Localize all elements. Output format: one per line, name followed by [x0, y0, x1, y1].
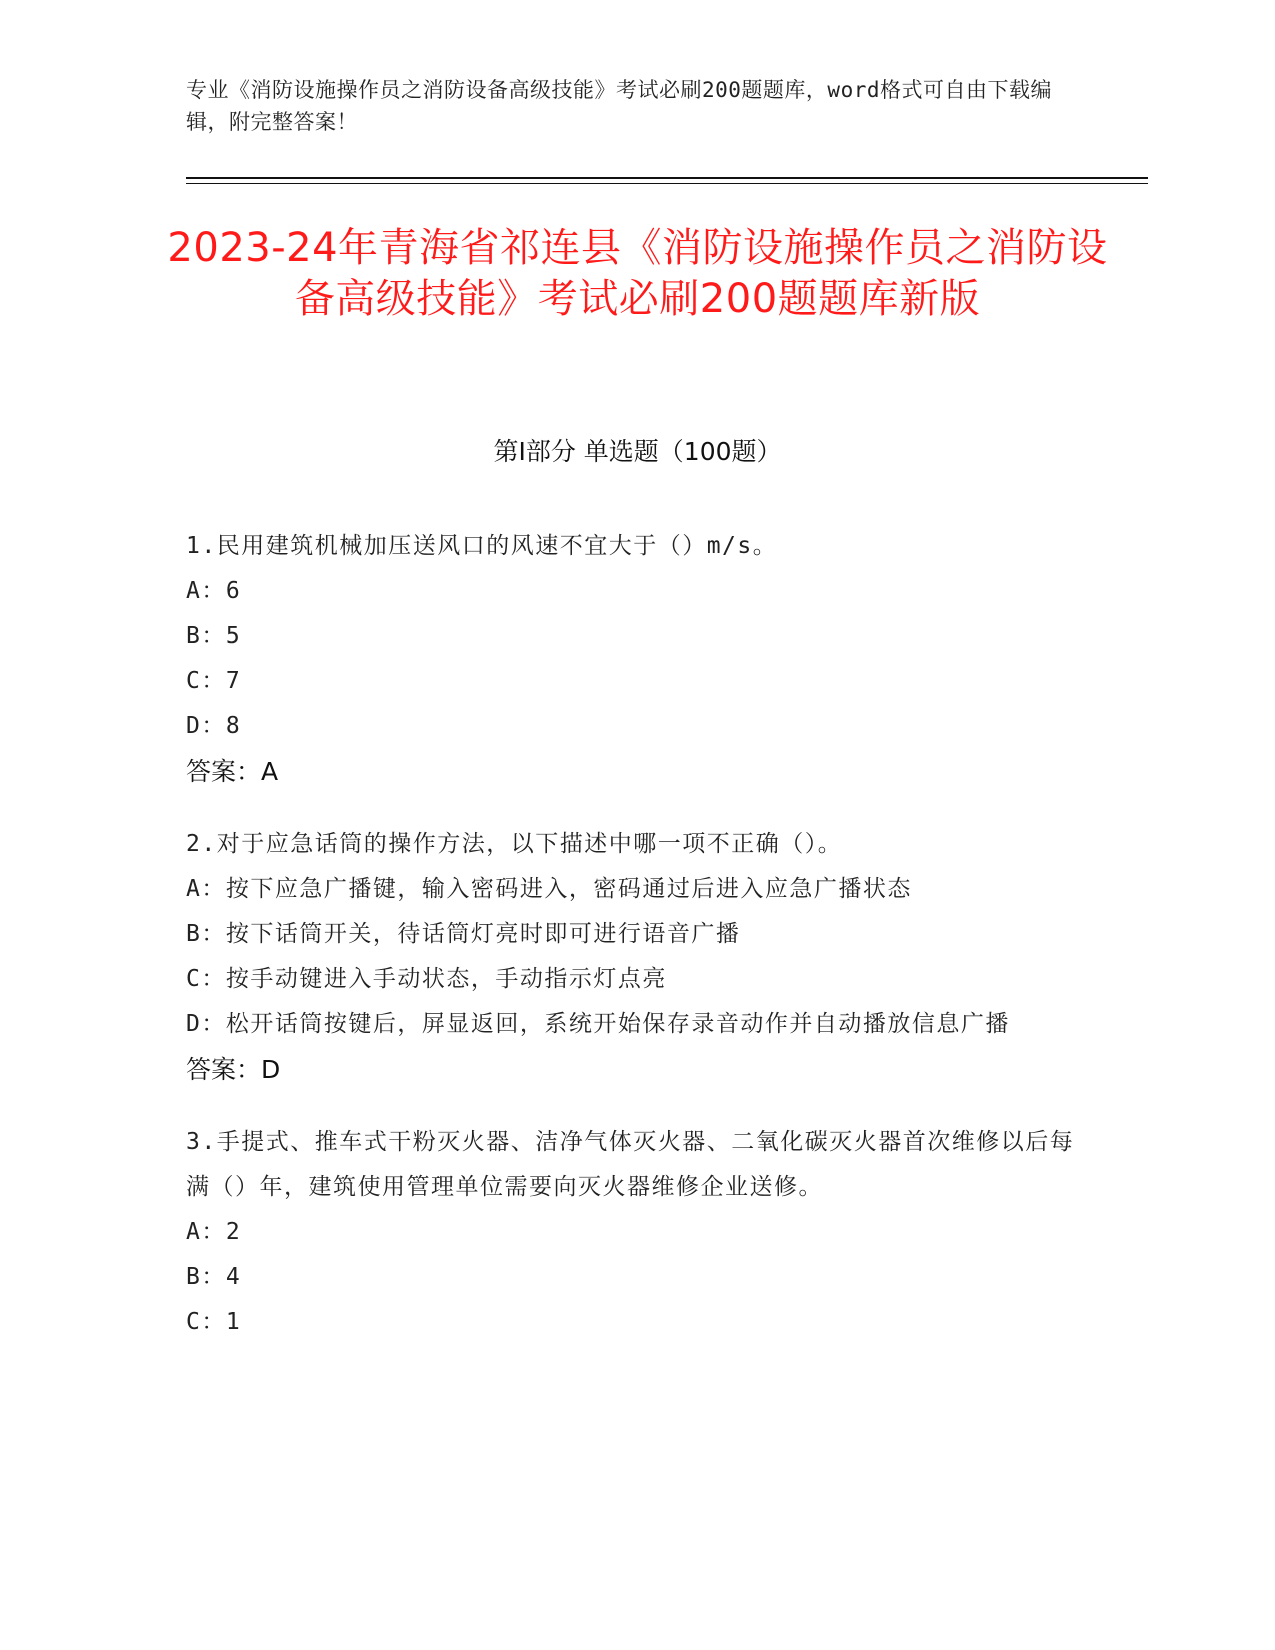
- question-text: 3.手提式、推车式干粉灭火器、洁净气体灭火器、二氧化碳灭火器首次维修以后每满（）年，建筑使用管理单位需要向灭火器维修企业送修。: [186, 1129, 1075, 1200]
- option-a: A：2: [186, 1219, 242, 1245]
- header-note: 专业《消防设施操作员之消防设备高级技能》考试必刷200题题库，word格式可自由下载编辑，附完整答案！: [186, 78, 1052, 134]
- option-d: D：松开话筒按键后，屏显返回，系统开始保存录音动作并自动播放信息广播: [186, 1011, 1010, 1037]
- option-b: B：5: [186, 623, 242, 649]
- option-d: D：8: [186, 713, 242, 739]
- question-list: [186, 524, 1076, 1373]
- header-divider-thick: [186, 177, 1148, 179]
- option-c: C：1: [186, 1309, 242, 1335]
- answer: 答案：D: [186, 1055, 281, 1084]
- option-a: A：按下应急广播键，输入密码进入，密码通过后进入应急广播状态: [186, 876, 912, 902]
- question-text: 1.民用建筑机械加压送风口的风速不宜大于（）m/s。: [186, 533, 778, 559]
- section-title: 第I部分 单选题（100题）: [493, 437, 782, 466]
- option-b: B：4: [186, 1264, 242, 1290]
- question-2: [186, 822, 1076, 1092]
- option-a: A：6: [186, 578, 242, 604]
- option-b: B：按下话筒开关，待话筒灯亮时即可进行语音广播: [186, 921, 741, 947]
- header-divider-thin: [186, 183, 1148, 184]
- option-c: C：按手动键进入手动状态，手动指示灯点亮: [186, 966, 667, 992]
- document-title: 2023-24年青海省祁连县《消防设施操作员之消防设备高级技能》考试必刷200题题库新版: [167, 225, 1108, 322]
- question-3: [186, 1120, 1076, 1345]
- answer: 答案：A: [186, 757, 279, 786]
- question-1: [186, 524, 1076, 794]
- question-text: 2.对于应急话筒的操作方法，以下描述中哪一项不正确（）。: [186, 831, 843, 857]
- option-c: C：7: [186, 668, 242, 694]
